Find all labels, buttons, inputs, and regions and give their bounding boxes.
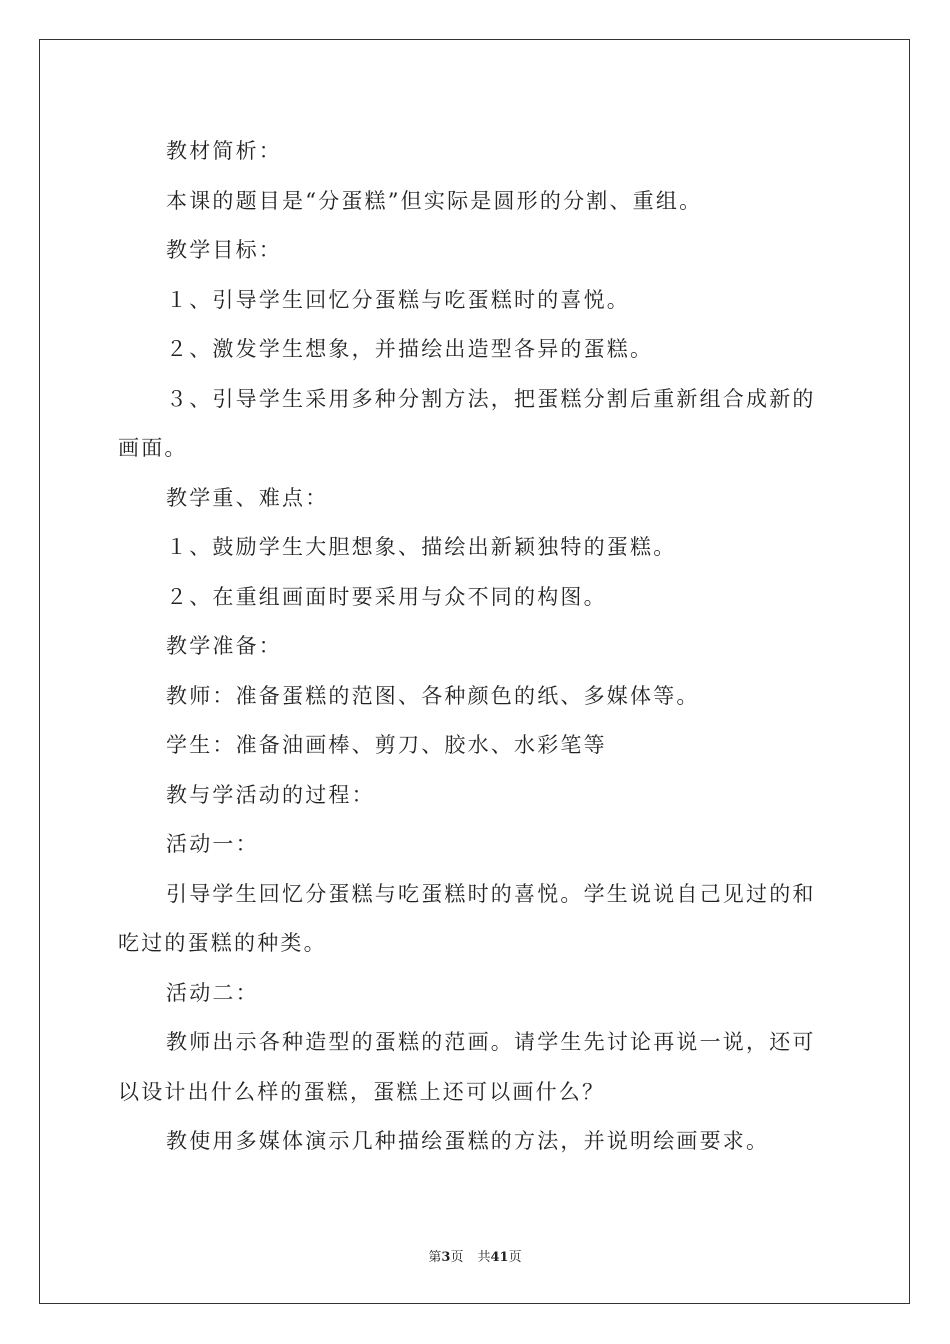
- footer-total-prefix: 共: [477, 1250, 491, 1265]
- paragraph-course-topic: 本课的题目是“分蛋糕”但实际是圆形的分割、重组。: [166, 188, 703, 213]
- heading-activity-1: 活动一：: [166, 832, 259, 856]
- activity-1-text: 引导学生回忆分蛋糕与吃蛋糕时的喜悦。学生说说自己见过的和吃过的蛋糕的种类。: [118, 881, 816, 955]
- key-point-item-2: ２、在重组画面时要采用与众不同的构图。: [166, 584, 607, 609]
- document-body: [118, 127, 838, 1167]
- heading-activity-2: 活动二：: [166, 980, 259, 1005]
- goal-item-2: ２、激发学生想象，并描绘出造型各异的蛋糕。: [166, 337, 654, 361]
- heading-teaching-goals: 教学目标：: [166, 238, 282, 262]
- footer-page-number: 3: [441, 1250, 451, 1265]
- page-footer: [0, 1246, 950, 1265]
- heading-preparation: 教学准备：: [166, 634, 282, 658]
- goal-item-1: １、引导学生回忆分蛋糕与吃蛋糕时的喜悦。: [166, 287, 630, 312]
- footer-page-suffix: 页: [450, 1250, 464, 1265]
- preparation-teacher: 教师：准备蛋糕的范图、各种颜色的纸、多媒体等。: [166, 683, 700, 708]
- goal-item-3: ３、引导学生采用多种分割方法，把蛋糕分割后重新组合成新的画面。: [118, 386, 816, 460]
- footer-total-suffix: 页: [508, 1250, 522, 1265]
- footer-page-prefix: 第: [428, 1250, 442, 1265]
- preparation-student: 学生：准备油画棒、剪刀、胶水、水彩笔等: [166, 733, 607, 757]
- heading-process: 教与学活动的过程：: [166, 782, 375, 807]
- footer-total-pages: 41: [490, 1250, 509, 1265]
- activity-2-text: 教师出示各种造型的蛋糕的范画。请学生先讨论再说一说，还可以设计出什么样的蛋糕，蛋糕上还可以画什么？: [118, 1030, 816, 1104]
- heading-key-points: 教学重、难点：: [166, 485, 329, 510]
- key-point-item-1: １、鼓励学生大胆想象、描绘出新颖独特的蛋糕。: [166, 535, 677, 559]
- activity-2-demo-text: 教使用多媒体演示几种描绘蛋糕的方法，并说明绘画要求。: [166, 1129, 770, 1153]
- heading-textbook-analysis: 教材简析：: [166, 139, 282, 163]
